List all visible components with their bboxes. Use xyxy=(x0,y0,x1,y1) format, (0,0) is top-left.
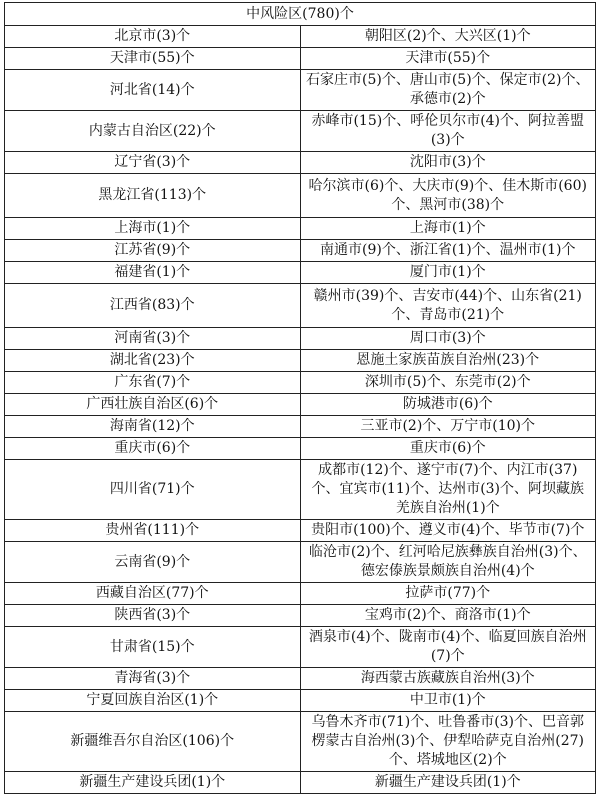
areas-cell: 三亚市(2)个、万宁市(10)个 xyxy=(300,416,596,438)
areas-cell: 朝阳区(2)个、大兴区(1)个 xyxy=(300,26,596,48)
table-title: 中风险区(780)个 xyxy=(5,3,596,26)
table-row xyxy=(5,712,596,772)
table-row xyxy=(5,174,596,218)
table-row xyxy=(5,438,596,460)
areas-cell: 新疆生产建设兵团(1)个 xyxy=(300,772,596,794)
areas-cell: 临沧市(2)个、红河哈尼族彝族自治州(3)个、德宏傣族景颇族自治州(4)个 xyxy=(300,542,596,583)
region-cell: 广西壮族自治区(6)个 xyxy=(5,394,301,416)
areas-cell: 天津市(55)个 xyxy=(300,48,596,70)
table-row xyxy=(5,416,596,438)
region-cell: 黑龙江省(113)个 xyxy=(5,174,301,218)
region-cell: 贵州省(111)个 xyxy=(5,520,301,542)
areas-cell: 乌鲁木齐市(71)个、吐鲁番市(3)个、巴音郭楞蒙古自治州(3)个、伊犁哈萨克自治州(27)个、塔城地区(2)个 xyxy=(300,712,596,772)
table-row xyxy=(5,460,596,520)
table-row xyxy=(5,772,596,794)
areas-cell: 沈阳市(3)个 xyxy=(300,152,596,174)
table-row xyxy=(5,627,596,668)
table-row xyxy=(5,328,596,350)
table-row xyxy=(5,262,596,284)
areas-cell: 酒泉市(4)个、陇南市(4)个、临夏回族自治州(7)个 xyxy=(300,627,596,668)
table-row xyxy=(5,605,596,627)
areas-cell: 厦门市(1)个 xyxy=(300,262,596,284)
areas-cell: 赤峰市(15)个、呼伦贝尔市(4)个、阿拉善盟(3)个 xyxy=(300,111,596,152)
table-row xyxy=(5,668,596,690)
region-cell: 西藏自治区(77)个 xyxy=(5,583,301,605)
region-cell: 江苏省(9)个 xyxy=(5,240,301,262)
table-row xyxy=(5,218,596,240)
risk-area-table-body xyxy=(5,3,596,794)
areas-cell: 贵阳市(100)个、遵义市(4)个、毕节市(7)个 xyxy=(300,520,596,542)
areas-cell: 中卫市(1)个 xyxy=(300,690,596,712)
table-row xyxy=(5,284,596,328)
table-row xyxy=(5,111,596,152)
table-row xyxy=(5,152,596,174)
table-row xyxy=(5,48,596,70)
region-cell: 四川省(71)个 xyxy=(5,460,301,520)
region-cell: 辽宁省(3)个 xyxy=(5,152,301,174)
region-cell: 福建省(1)个 xyxy=(5,262,301,284)
region-cell: 河南省(3)个 xyxy=(5,328,301,350)
region-cell: 陕西省(3)个 xyxy=(5,605,301,627)
region-cell: 云南省(9)个 xyxy=(5,542,301,583)
table-row xyxy=(5,583,596,605)
region-cell: 内蒙古自治区(22)个 xyxy=(5,111,301,152)
areas-cell: 拉萨市(77)个 xyxy=(300,583,596,605)
areas-cell: 恩施土家族苗族自治州(23)个 xyxy=(300,350,596,372)
region-cell: 甘肃省(15)个 xyxy=(5,627,301,668)
table-row xyxy=(5,350,596,372)
region-cell: 北京市(3)个 xyxy=(5,26,301,48)
table-row xyxy=(5,70,596,111)
region-cell: 青海省(3)个 xyxy=(5,668,301,690)
table-row xyxy=(5,394,596,416)
region-cell: 新疆生产建设兵团(1)个 xyxy=(5,772,301,794)
table-title-row xyxy=(5,3,596,26)
areas-cell: 海西蒙古族藏族自治州(3)个 xyxy=(300,668,596,690)
areas-cell: 深圳市(5)个、东莞市(2)个 xyxy=(300,372,596,394)
region-cell: 广东省(7)个 xyxy=(5,372,301,394)
region-cell: 天津市(55)个 xyxy=(5,48,301,70)
region-cell: 湖北省(23)个 xyxy=(5,350,301,372)
table-row xyxy=(5,26,596,48)
areas-cell: 宝鸡市(2)个、商洛市(1)个 xyxy=(300,605,596,627)
areas-cell: 上海市(1)个 xyxy=(300,218,596,240)
region-cell: 江西省(83)个 xyxy=(5,284,301,328)
areas-cell: 重庆市(6)个 xyxy=(300,438,596,460)
table-row xyxy=(5,690,596,712)
areas-cell: 成都市(12)个、遂宁市(7)个、内江市(37)个、宜宾市(11)个、达州市(3)个、阿坝藏族羌族自治州(1)个 xyxy=(300,460,596,520)
areas-cell: 哈尔滨市(6)个、大庆市(9)个、佳木斯市(60)个、黑河市(38)个 xyxy=(300,174,596,218)
areas-cell: 赣州市(39)个、吉安市(44)个、山东省(21)个、青岛市(21)个 xyxy=(300,284,596,328)
region-cell: 海南省(12)个 xyxy=(5,416,301,438)
areas-cell: 石家庄市(5)个、唐山市(5)个、保定市(2)个、承德市(2)个 xyxy=(300,70,596,111)
areas-cell: 周口市(3)个 xyxy=(300,328,596,350)
region-cell: 河北省(14)个 xyxy=(5,70,301,111)
areas-cell: 南通市(9)个、浙江省(1)个、温州市(1)个 xyxy=(300,240,596,262)
region-cell: 宁夏回族自治区(1)个 xyxy=(5,690,301,712)
region-cell: 重庆市(6)个 xyxy=(5,438,301,460)
table-row xyxy=(5,240,596,262)
region-cell: 上海市(1)个 xyxy=(5,218,301,240)
table-row xyxy=(5,542,596,583)
table-row xyxy=(5,372,596,394)
risk-area-table xyxy=(4,2,596,794)
region-cell: 新疆维吾尔自治区(106)个 xyxy=(5,712,301,772)
areas-cell: 防城港市(6)个 xyxy=(300,394,596,416)
table-row xyxy=(5,520,596,542)
